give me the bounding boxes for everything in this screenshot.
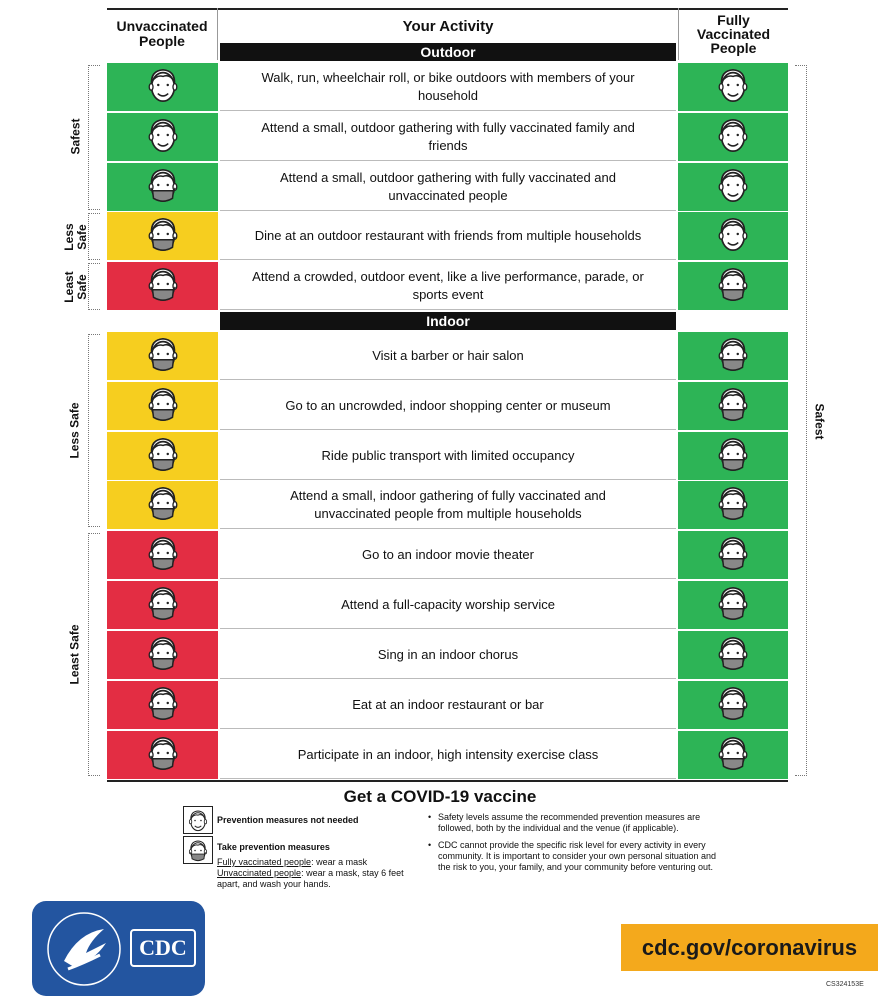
face-icon <box>714 213 752 260</box>
legend-mask-face-icon <box>183 836 213 864</box>
masked-face-icon <box>714 632 752 679</box>
table-row <box>107 631 788 679</box>
masked-face-icon <box>144 732 182 779</box>
vaccinated-risk-cell <box>678 432 788 480</box>
masked-face-icon <box>714 482 752 529</box>
bracket-less-safe-outdoor <box>88 213 100 260</box>
doc-code: CS324153E <box>826 981 864 988</box>
unvaccinated-risk-cell <box>107 212 218 260</box>
unvaccinated-risk-cell <box>107 631 218 679</box>
header-activity-label: Your Activity <box>402 18 494 35</box>
masked-face-icon <box>714 433 752 480</box>
masked-face-icon <box>144 433 182 480</box>
unvaccinated-risk-cell <box>107 113 218 161</box>
masked-face-icon <box>144 333 182 380</box>
face-icon <box>144 114 182 161</box>
face-icon <box>714 164 752 211</box>
table-row <box>107 531 788 579</box>
cdc-url[interactable]: cdc.gov/coronavirus <box>621 924 878 971</box>
table-row <box>107 63 788 111</box>
vaccinated-risk-cell <box>678 113 788 161</box>
unvaccinated-risk-cell <box>107 531 218 579</box>
vaccinated-risk-cell <box>678 332 788 380</box>
masked-face-icon <box>714 682 752 729</box>
table-row <box>107 262 788 310</box>
face-icon <box>714 64 752 111</box>
table-row <box>107 163 788 211</box>
masked-face-icon <box>144 632 182 679</box>
masked-face-icon <box>144 482 182 529</box>
activity-text: Walk, run, wheelchair roll, or bike outdoors with members of your household <box>220 63 676 111</box>
note-item: • Safety levels assume the recommended prevention measures are followed, both by the individual and the venue (if applicable). <box>428 812 728 834</box>
masked-face-icon <box>144 213 182 260</box>
activity-text: Attend a full-capacity worship service <box>220 581 676 629</box>
table-row <box>107 332 788 380</box>
vaccinated-risk-cell <box>678 581 788 629</box>
label-least-safe-indoor: Least Safe <box>67 624 82 685</box>
unvaccinated-risk-cell <box>107 163 218 211</box>
activity-text: Attend a small, outdoor gathering with fully vaccinated and unvaccinated people <box>220 163 676 211</box>
bottom-rule <box>107 780 788 782</box>
notes-list <box>428 812 728 879</box>
masked-face-icon <box>144 582 182 629</box>
bracket-least-safe-outdoor <box>88 263 100 310</box>
label-less-safe-indoor: Less Safe <box>67 402 82 459</box>
table-row <box>107 581 788 629</box>
cdc-wordmark: CDC <box>130 929 196 967</box>
bracket-safest <box>88 65 100 210</box>
hhs-cdc-logo <box>32 901 205 996</box>
activity-text: Go to an uncrowded, indoor shopping center or museum <box>220 382 676 430</box>
unvaccinated-risk-cell <box>107 382 218 430</box>
vaccinated-risk-cell <box>678 262 788 310</box>
masked-face-icon <box>144 532 182 579</box>
unvaccinated-risk-cell <box>107 481 218 529</box>
masked-face-icon <box>144 164 182 211</box>
note-item: • CDC cannot provide the specific risk level for every activity in every community. It is important to consider your own personal situation and the risk to you, your family, and your community before venturing out. <box>428 840 728 873</box>
vaccinated-risk-cell <box>678 382 788 430</box>
vaccinated-risk-cell <box>678 531 788 579</box>
unvaccinated-risk-cell <box>107 581 218 629</box>
masked-face-icon <box>144 263 182 310</box>
unvaccinated-risk-cell <box>107 262 218 310</box>
vaccinated-risk-cell <box>678 731 788 779</box>
masked-face-icon <box>714 582 752 629</box>
masked-face-icon <box>144 383 182 430</box>
header-unvaccinated: Unvaccinated People <box>107 8 218 60</box>
legend-no-mask-title: Prevention measures not needed <box>217 815 359 825</box>
activity-text: Attend a small, outdoor gathering with fully vaccinated family and friends <box>220 113 676 161</box>
activity-text: Attend a small, indoor gathering of fully vaccinated and unvaccinated people from multiple households <box>220 481 676 529</box>
table-row <box>107 212 788 260</box>
legend-mask-text: Take prevention measures Fully vaccinated people: wear a mask Unvaccinated people: wear a mask, stay 6 feet apart, and wash your hands. <box>217 842 404 889</box>
activity-text: Sing in an indoor chorus <box>220 631 676 679</box>
activity-text: Attend a crowded, outdoor event, like a live performance, parade, or sports event <box>220 262 676 310</box>
activity-text: Ride public transport with limited occupancy <box>220 432 676 480</box>
label-less-safe-outdoor: Less Safe <box>62 223 89 251</box>
activity-text: Go to an indoor movie theater <box>220 531 676 579</box>
masked-face-icon <box>714 333 752 380</box>
vaccinated-risk-cell <box>678 631 788 679</box>
unvaccinated-risk-cell <box>107 432 218 480</box>
label-right-safest: Safest <box>812 403 827 440</box>
section-indoor: Indoor <box>220 312 676 330</box>
table-row <box>107 681 788 729</box>
vaccinated-risk-cell <box>678 681 788 729</box>
activity-text: Participate in an indoor, high intensity exercise class <box>220 731 676 779</box>
table-row <box>107 382 788 430</box>
bracket-least-safe-indoor <box>88 533 100 776</box>
vaccine-cta: Get a COVID-19 vaccine <box>343 787 537 806</box>
legend-no-mask-face-icon <box>183 806 213 834</box>
header-vaccinated: Fully Vaccinated People <box>678 8 788 60</box>
masked-face-icon <box>714 263 752 310</box>
unvaccinated-risk-cell <box>107 332 218 380</box>
masked-face-icon <box>144 682 182 729</box>
label-safest: Safest <box>68 118 83 155</box>
table-row <box>107 432 788 480</box>
face-icon <box>144 64 182 111</box>
table-row <box>107 113 788 161</box>
unvaccinated-risk-cell <box>107 681 218 729</box>
label-least-safe-outdoor: Least Safe <box>62 271 89 303</box>
section-outdoor: Outdoor <box>220 43 676 61</box>
activity-text: Eat at an indoor restaurant or bar <box>220 681 676 729</box>
activity-text: Visit a barber or hair salon <box>220 332 676 380</box>
bracket-less-safe-indoor <box>88 334 100 527</box>
masked-face-icon <box>714 532 752 579</box>
bracket-right-safest <box>795 65 807 776</box>
masked-face-icon <box>714 383 752 430</box>
vaccinated-risk-cell <box>678 212 788 260</box>
vaccinated-risk-cell <box>678 481 788 529</box>
face-icon <box>714 114 752 161</box>
unvaccinated-risk-cell <box>107 63 218 111</box>
activity-text: Dine at an outdoor restaurant with friends from multiple households <box>220 212 676 260</box>
hhs-eagle-icon <box>38 903 130 995</box>
masked-face-icon <box>714 732 752 779</box>
vaccinated-risk-cell <box>678 163 788 211</box>
unvaccinated-risk-cell <box>107 731 218 779</box>
table-row <box>107 731 788 779</box>
vaccinated-risk-cell <box>678 63 788 111</box>
table-row <box>107 481 788 529</box>
